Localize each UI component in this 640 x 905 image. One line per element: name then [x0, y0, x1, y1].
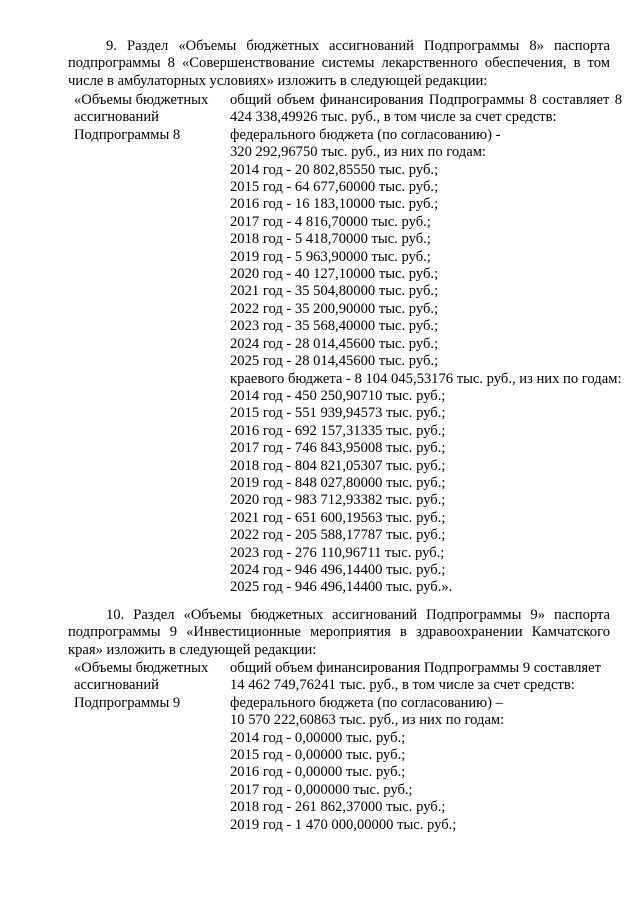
section-9-intro: 9. Раздел «Объемы бюджетных ассигнований Подпрограммы 8» паспорта подпрограммы 8 «Совершенствование системы лекарственного обеспечения, в том числе в амбулаторных условиях» изложить в следующей редакции:	[68, 38, 610, 89]
federal-budget-header: федерального бюджета (по согласованию) -	[230, 126, 501, 143]
regional-budget-header: краевого бюджета - 8 104 045,53176 тыс. руб., из них по годам:	[230, 370, 622, 387]
section-10-label	[74, 660, 224, 712]
year-line: 2021 год - 651 600,19563 тыс. руб.;	[230, 509, 446, 526]
year-line: 2019 год - 1 470 000,00000 тыс. руб.;	[230, 816, 457, 833]
year-line: 2014 год - 450 250,90710 тыс. руб.;	[230, 387, 446, 404]
year-line: 2016 год - 0,00000 тыс. руб.;	[230, 764, 406, 781]
year-line: 2016 год - 16 183,10000 тыс. руб.;	[230, 196, 439, 213]
federal-budget-header: 10 570 222,60863 тыс. руб., из них по годам:	[230, 712, 505, 729]
section-9-label	[74, 92, 224, 144]
year-line: 2017 год - 4 816,70000 тыс. руб.;	[230, 213, 431, 230]
label-line: ассигнований	[74, 677, 159, 694]
year-line: 2020 год - 983 712,93382 тыс. руб.;	[230, 492, 446, 509]
year-line: 2018 год - 261 862,37000 тыс. руб.;	[230, 799, 446, 816]
year-line: 2024 год - 28 014,45600 тыс. руб.;	[230, 335, 439, 352]
year-line: 2023 год - 35 568,40000 тыс. руб.;	[230, 318, 439, 335]
year-line: 2020 год - 40 127,10000 тыс. руб.;	[230, 266, 439, 283]
year-line: 2019 год - 848 027,80000 тыс. руб.;	[230, 474, 446, 491]
year-line: 2023 год - 276 110,96711 тыс. руб.;	[230, 544, 445, 561]
section-10-values	[230, 660, 622, 834]
label-line: «Объемы бюджетных	[74, 92, 209, 108]
year-line: 2017 год - 746 843,95008 тыс. руб.;	[230, 440, 446, 457]
year-line: 2015 год - 0,00000 тыс. руб.;	[230, 747, 406, 764]
total-financing: общий объем финансирования Подпрограммы 9 составляет	[230, 660, 601, 676]
year-line: 2015 год - 64 677,60000 тыс. руб.;	[230, 179, 439, 196]
year-line: 2022 год - 205 588,17787 тыс. руб.;	[230, 527, 446, 544]
year-line: 2022 год - 35 200,90000 тыс. руб.;	[230, 300, 439, 317]
label-line: Подпрограммы 9	[74, 694, 181, 711]
year-line: 2016 год - 692 157,31335 тыс. руб.;	[230, 422, 446, 439]
year-line: 2014 год - 20 802,85550 тыс. руб.;	[230, 161, 439, 178]
section-9-values	[230, 92, 622, 597]
total-financing: 14 462 749,76241 тыс. руб., в том числе за счет средств:	[230, 677, 575, 694]
total-financing: общий объем финансирования Подпрограммы 8 составляет 8 424 338,49926 тыс. руб., в том числе за счет средств:	[230, 92, 622, 126]
label-line: Подпрограммы 8	[74, 126, 181, 143]
year-line: 2015 год - 551 939,94573 тыс. руб.;	[230, 405, 446, 422]
year-line: 2017 год - 0,000000 тыс. руб.;	[230, 781, 413, 798]
year-line: 2021 год - 35 504,80000 тыс. руб.;	[230, 283, 439, 300]
year-line: 2018 год - 804 821,05307 тыс. руб.;	[230, 457, 446, 474]
year-line: 2014 год - 0,00000 тыс. руб.;	[230, 729, 406, 746]
year-line: 2019 год - 5 963,90000 тыс. руб.;	[230, 248, 431, 265]
year-line: 2018 год - 5 418,70000 тыс. руб.;	[230, 231, 431, 248]
federal-budget-header: 320 292,96750 тыс. руб., из них по годам:	[230, 144, 486, 161]
year-line: 2025 год - 28 014,45600 тыс. руб.;	[230, 353, 439, 370]
label-line: ассигнований	[74, 109, 159, 126]
label-line: «Объемы бюджетных	[74, 660, 209, 676]
section-10-intro: 10. Раздел «Объемы бюджетных ассигнований Подпрограммы 9» паспорта подпрограммы 9 «Инвестиционные мероприятия в здравоохранении Камчатского края» изложить в следующей редакции:	[68, 607, 610, 658]
federal-budget-header: федерального бюджета (по согласованию) –	[230, 694, 503, 711]
year-line: 2024 год - 946 496,14400 тыс. руб.;	[230, 561, 446, 578]
year-line: 2025 год - 946 496,14400 тыс. руб.».	[230, 579, 453, 596]
